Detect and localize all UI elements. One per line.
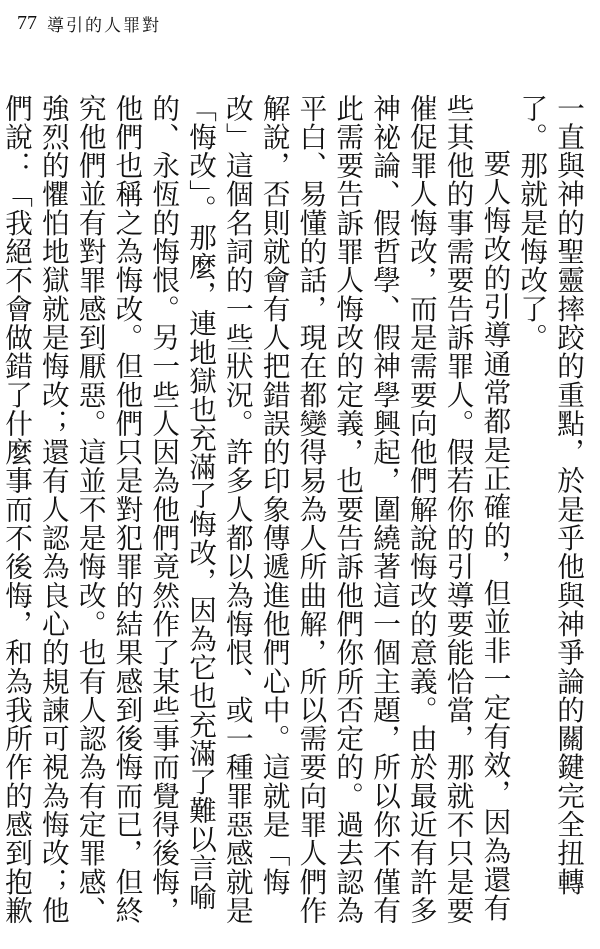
page-header bbox=[17, 8, 161, 38]
vertical-body-text bbox=[0, 94, 586, 939]
paragraph-continuation: 一直與神的聖靈摔跤的重點，於是乎他與神爭論的關鍵完全扭轉了。那就是悔改了。 bbox=[515, 94, 585, 897]
page-number: 77 bbox=[17, 11, 37, 34]
running-title: 導引的人罪對 bbox=[47, 15, 161, 36]
paragraph-repentance: 要人悔改的引導通常都是正確的，但並非一定有效，因為還有些其他的事需要告訴罪人。假若你的引導要能恰當，那就不只是要催促罪人悔改，而是需要向他們解說悔改的意義。由於最近有許多神祕論、假哲學、假神學興起，圍繞著這一個主題，所以你不僅有此需要告訴罪人悔改的定義，也要告訴他們你所否定的。過去認為平白、易懂的話，現在都變得易為人所曲解，所以需要向罪人們作解說，否則就會有人把錯誤的印象傳遞進他們心中。這就是「悔改」這個名詞的一些狀況。許多人都以為悔恨、或一種罪惡感就是「悔改」。那麼，連地獄也充滿了悔改，因為它也充滿了難以言喻的、永恆的悔恨。另一些人因為他們竟然作了某些事而覺得後悔，他們也稱之為悔改。但他們只是對犯罪的結果感到後悔而已，但終究他們並有對罪感到厭惡。這並不是悔改。也有人認為有定罪感、強烈的懼怕地獄就是悔改；還有人認為良心的規諫可視為悔改；他們說：「我絕不會做錯了什麼事而不後悔，和為我所作的感到抱歉 bbox=[0, 94, 512, 925]
